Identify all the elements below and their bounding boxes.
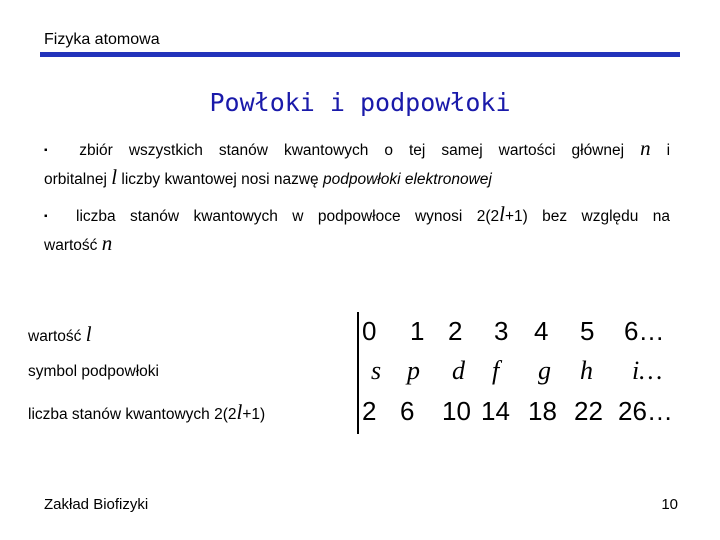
symbol-f: f [492,356,500,385]
symbol-p: p [407,356,420,385]
row-3-label-post: +1) [242,406,266,423]
bullet-marker-icon: ▪ [44,145,60,156]
count-6: 6 [400,396,415,426]
value-l-6: 6… [624,316,665,346]
header-rule [40,52,680,57]
header-title: Fizyka atomowa [44,31,160,48]
value-l-5: 5 [580,316,595,346]
row-3-label-pre: liczba stanów kwantowych 2(2 [28,406,237,423]
bullet-2-line2-start: wartość [44,237,98,254]
bullet-2-symbol-l: l [499,202,505,226]
bullet-2-line-1 [44,202,670,231]
count-10: 10 [442,396,471,426]
value-l-2: 2 [448,316,463,346]
footer-left: Zakład Biofizyki [44,496,149,513]
value-l-3: 3 [494,316,509,346]
symbol-g: g [538,356,551,385]
symbol-h: h [580,356,593,385]
row-1-label-text: wartość [28,328,82,345]
table-row-2-label: symbol podpowłoki [28,363,159,380]
symbol-s: s [371,356,382,385]
bullet-2-symbol-n: n [101,231,113,255]
row-1-symbol-l: l [85,322,92,346]
bullet-1-text-part3: liczby kwantowej nosi nazwę [121,171,319,188]
bullet-2-text-part1: liczba stanów kwantowych w podpowłoce wynosi 2(2 [76,208,500,225]
value-l-4: 4 [534,316,549,346]
row-3-symbol-l: l [236,400,243,424]
count-18: 18 [528,396,557,426]
bullet-1-line2-start: orbitalnej [44,171,107,188]
symbol-i: i… [632,356,663,385]
table-divider [357,312,359,434]
value-l-1: 1 [410,316,425,346]
table-row-3-label [28,400,328,425]
symbol-d: d [452,356,465,385]
count-26: 26… [618,396,673,426]
bullet-marker-icon: ▪ [44,211,58,222]
bullet-1-text-part1: zbiór wszystkich stanów kwantowych o tej samej wartości głównej [79,142,625,159]
bullet-1-symbol-n: n [640,136,651,160]
bullet-1-symbol-l: l [111,165,118,189]
table-row-1-label [28,322,328,347]
bullet-1-line-1 [44,136,670,165]
bullet-1-line-2 [44,165,670,192]
count-2: 2 [362,396,377,426]
count-14: 14 [481,396,510,426]
bullet-1-text-part2: i [666,142,671,159]
count-22: 22 [574,396,603,426]
page-number: 10 [661,496,678,513]
bullet-2 [44,202,670,258]
bullet-2-line-2 [44,231,670,258]
bullet-1 [44,136,670,192]
slide-title: Powłoki i podpowłoki [209,88,511,117]
value-l-0: 0 [362,316,377,346]
bullet-2-text-part2: +1) bez względu na [504,208,671,225]
bullet-1-emphasis: podpowłoki elektronowej [322,171,492,188]
